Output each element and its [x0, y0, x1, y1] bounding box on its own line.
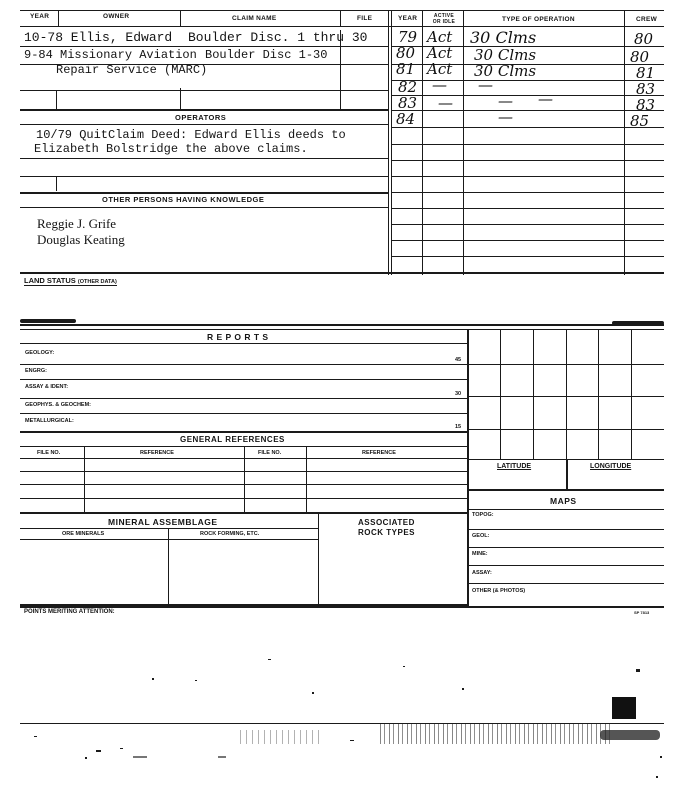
activity-year-1: 79	[398, 28, 418, 46]
activity-crew-2: 80	[630, 48, 650, 66]
claim-row-1: Boulder Disc. 1 thru 30	[188, 30, 368, 45]
longitude-label: LONGITUDE	[590, 463, 632, 470]
activity-crew-4: 83	[636, 80, 656, 98]
report-label-assay: ASSAY & IDENT:	[25, 384, 69, 390]
activity-operation-4: —	[478, 76, 493, 94]
operators-text-line-1: 10/79 QuitClaim Deed: Edward Ellis deeds to	[36, 128, 346, 142]
scan-noise-band	[380, 724, 610, 744]
report-label-geology: GEOLOGY:	[25, 350, 55, 356]
operators-label: OPERATORS	[175, 113, 227, 122]
activity-year-4: 82	[398, 78, 418, 96]
latitude-label: LATITUDE	[497, 463, 532, 470]
reports-title: R E P O R T S	[207, 332, 269, 342]
gr-col-file-1: FILE NO.	[37, 450, 61, 456]
report-num-metallurgical: 15	[455, 424, 462, 430]
land-status-label	[24, 276, 117, 286]
header-type-of-operation: TYPE OF OPERATION	[502, 16, 575, 23]
ore-minerals-label: ORE MINERALS	[62, 531, 105, 537]
report-label-engrg: ENGRG:	[25, 368, 47, 374]
scan-blot	[612, 697, 636, 719]
activity-crew-5: 83	[636, 96, 656, 114]
header-crew: CREW	[636, 16, 658, 23]
maps-label: MAPS	[550, 496, 577, 506]
activity-year-2: 80	[396, 44, 416, 62]
map-row-assay: ASSAY:	[472, 570, 492, 576]
map-row-mine: MINE:	[472, 551, 488, 557]
owner-row-2: 9-84 Missionary Aviation	[24, 48, 197, 62]
land-status-title: LAND STATUS	[24, 276, 76, 285]
mineral-assemblage-title: MINERAL ASSEMBLAGE	[108, 517, 218, 527]
map-row-geol: GEOL:	[472, 533, 490, 539]
activity-operation-5: —	[498, 92, 513, 110]
points-meriting-attention-label: POINTS MERITING ATTENTION:	[24, 609, 115, 615]
scan-noise-band-2	[240, 730, 320, 744]
rock-types-label: ROCK TYPES	[358, 528, 416, 537]
activity-status-5: —	[438, 94, 453, 112]
activity-status-2: Act	[427, 44, 453, 62]
report-num-assay: 30	[455, 391, 462, 397]
gr-col-ref-1: REFERENCE	[140, 450, 174, 456]
report-label-geophys: GEOPHYS. & GEOCHEM:	[25, 402, 92, 408]
activity-status-1: Act	[427, 28, 453, 46]
activity-year-5: 83	[398, 94, 418, 112]
map-row-other: OTHER (& PHOTOS)	[472, 588, 526, 594]
activity-crew-3: 81	[636, 64, 656, 82]
activity-status-4: —	[432, 76, 447, 94]
header-claim-name: CLAIM NAME	[232, 15, 277, 22]
owner-row-1: 10-78 Ellis, Edward	[24, 30, 173, 45]
rock-forming-label: ROCK FORMING, ETC.	[200, 531, 260, 537]
owner-row-3: Repair Service (MARC)	[56, 63, 208, 77]
activity-status-3: Act	[427, 60, 453, 78]
header-file: FILE	[357, 15, 373, 22]
map-row-topog: TOPOG:	[472, 512, 494, 518]
header-year-2: YEAR	[398, 15, 418, 22]
activity-crew-1: 80	[634, 30, 654, 48]
land-status-sub: (OTHER DATA)	[77, 279, 117, 285]
activity-year-6: 84	[396, 110, 416, 128]
header-year: YEAR	[30, 13, 50, 20]
header-active-or-idle: ACTIVE OR IDLE	[432, 13, 456, 25]
associated-label: ASSOCIATED	[358, 518, 415, 527]
knowledge-name-1: Reggie J. Grife	[37, 216, 117, 231]
operators-text-line-2: Elizabeth Bolstridge the above claims.	[34, 142, 308, 156]
form-code: SP 7813	[634, 610, 650, 615]
activity-operation-3: 30 Clms	[474, 62, 537, 80]
activity-operation-6: —	[498, 108, 513, 126]
activity-operation-2: 30 Clms	[474, 46, 537, 64]
report-label-metallurgical: METALLURGICAL:	[25, 418, 74, 424]
knowledge-label: OTHER PERSONS HAVING KNOWLEDGE	[102, 195, 265, 204]
general-references-title: GENERAL REFERENCES	[180, 435, 285, 444]
activity-dash-extra: —	[538, 90, 553, 108]
gr-col-file-2: FILE NO.	[258, 450, 282, 456]
activity-operation-1: 30 Clms	[470, 28, 537, 47]
gr-col-ref-2: REFERENCE	[362, 450, 396, 456]
report-num-geology: 45	[455, 357, 462, 363]
knowledge-name-2: Douglas Keating	[37, 232, 125, 247]
claim-row-2: Boulder Disc 1-30	[205, 48, 328, 62]
header-owner: OWNER	[103, 13, 130, 20]
activity-year-3: 81	[396, 60, 416, 78]
activity-crew-6: 85	[630, 112, 650, 130]
